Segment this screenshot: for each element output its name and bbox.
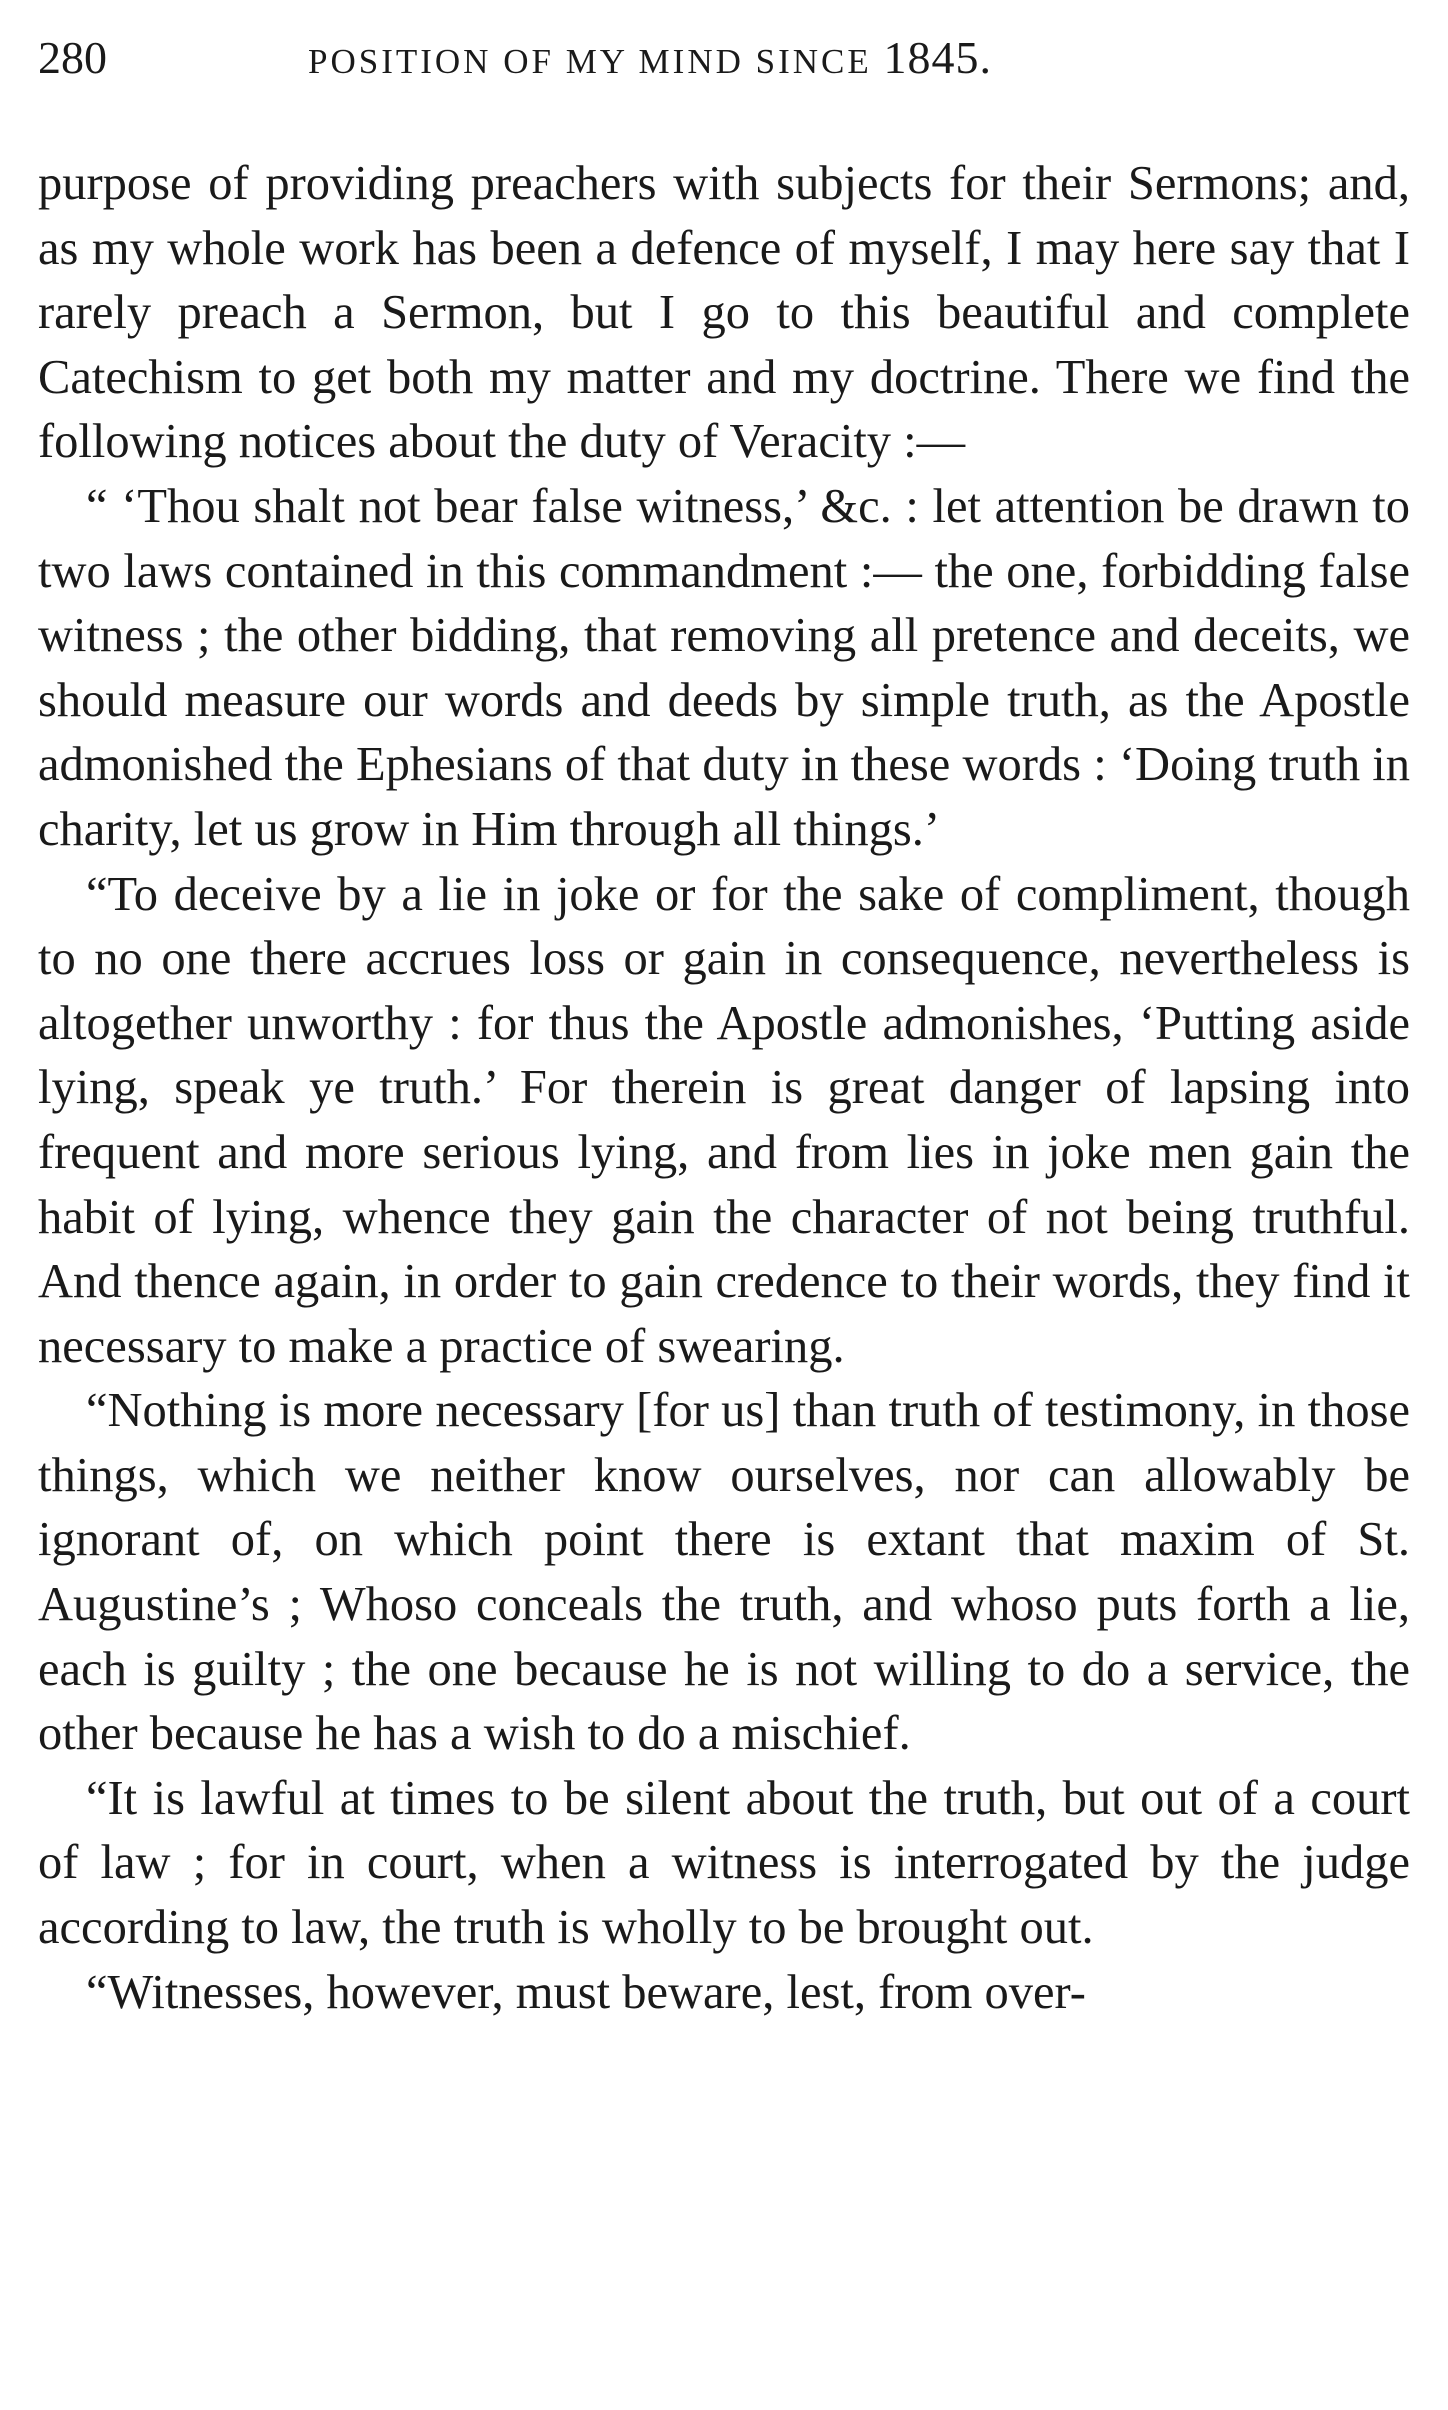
chapter-title-year: 1845. — [883, 32, 992, 83]
paragraph-3: “To deceive by a lie in joke or for the sake of compliment, though to no one there accrues loss or gain in consequence, nevertheless is altogether unworthy : for thus the Apostle admonishes, ‘Putting aside lying, speak ye truth.’ For therein is great danger of lapsing into frequent and more serious lying, and from lies in joke men gain the habit of lying, whence they gain the character of not being truthful. And thence again, in order to gain credence to their words, they find it necessary to make a practice of swearing. — [38, 867, 1410, 1373]
paragraph-1: purpose of providing preachers with subjects for their Sermons; and, as my whole work has been a defence of myself, I may here say that I rarely preach a Sermon, but I go to this beautiful and complete Catechism to get both my matter and my doctrine. There we find the following notices about the duty of Veracity :— — [38, 157, 1410, 469]
running-head — [38, 22, 1410, 94]
paragraph-5: “It is lawful at times to be silent about the truth, but out of a court of law ; for in court, when a witness is interrogated by the judge according to law, the truth is wholly to be brought out. — [38, 1771, 1410, 1955]
paragraph-2: “ ‘Thou shalt not bear false witness,’ &c. : let attention be drawn to two laws contained in this commandment :— the one, forbidding false witness ; the other bidding, that removing all pretence and deceits, we should measure our words and deeds by simple truth, as the Apostle admonished the Ephesians of that duty in these words : ‘Doing truth in charity, let us grow in Him through all things.’ — [38, 479, 1410, 856]
book-page — [38, 22, 1410, 2025]
page-number: 280 — [38, 32, 107, 83]
chapter-title-text: POSITION OF MY MIND SINCE — [308, 42, 872, 81]
chapter-title — [308, 22, 992, 98]
body-text — [38, 152, 1410, 2025]
paragraph-6: “Witnesses, however, must beware, lest, from over- — [86, 1965, 1086, 2019]
paragraph-4: “Nothing is more necessary [for us] than truth of testimony, in those things, which we neither know ourselves, nor can allowably be ignorant of, on which point there is extant that maxim of St. Augustine’s ; Whoso conceals the truth, and whoso puts forth a lie, each is guilty ; the one because he is not willing to do a service, the other because he has a wish to do a mischief. — [38, 1384, 1410, 1761]
